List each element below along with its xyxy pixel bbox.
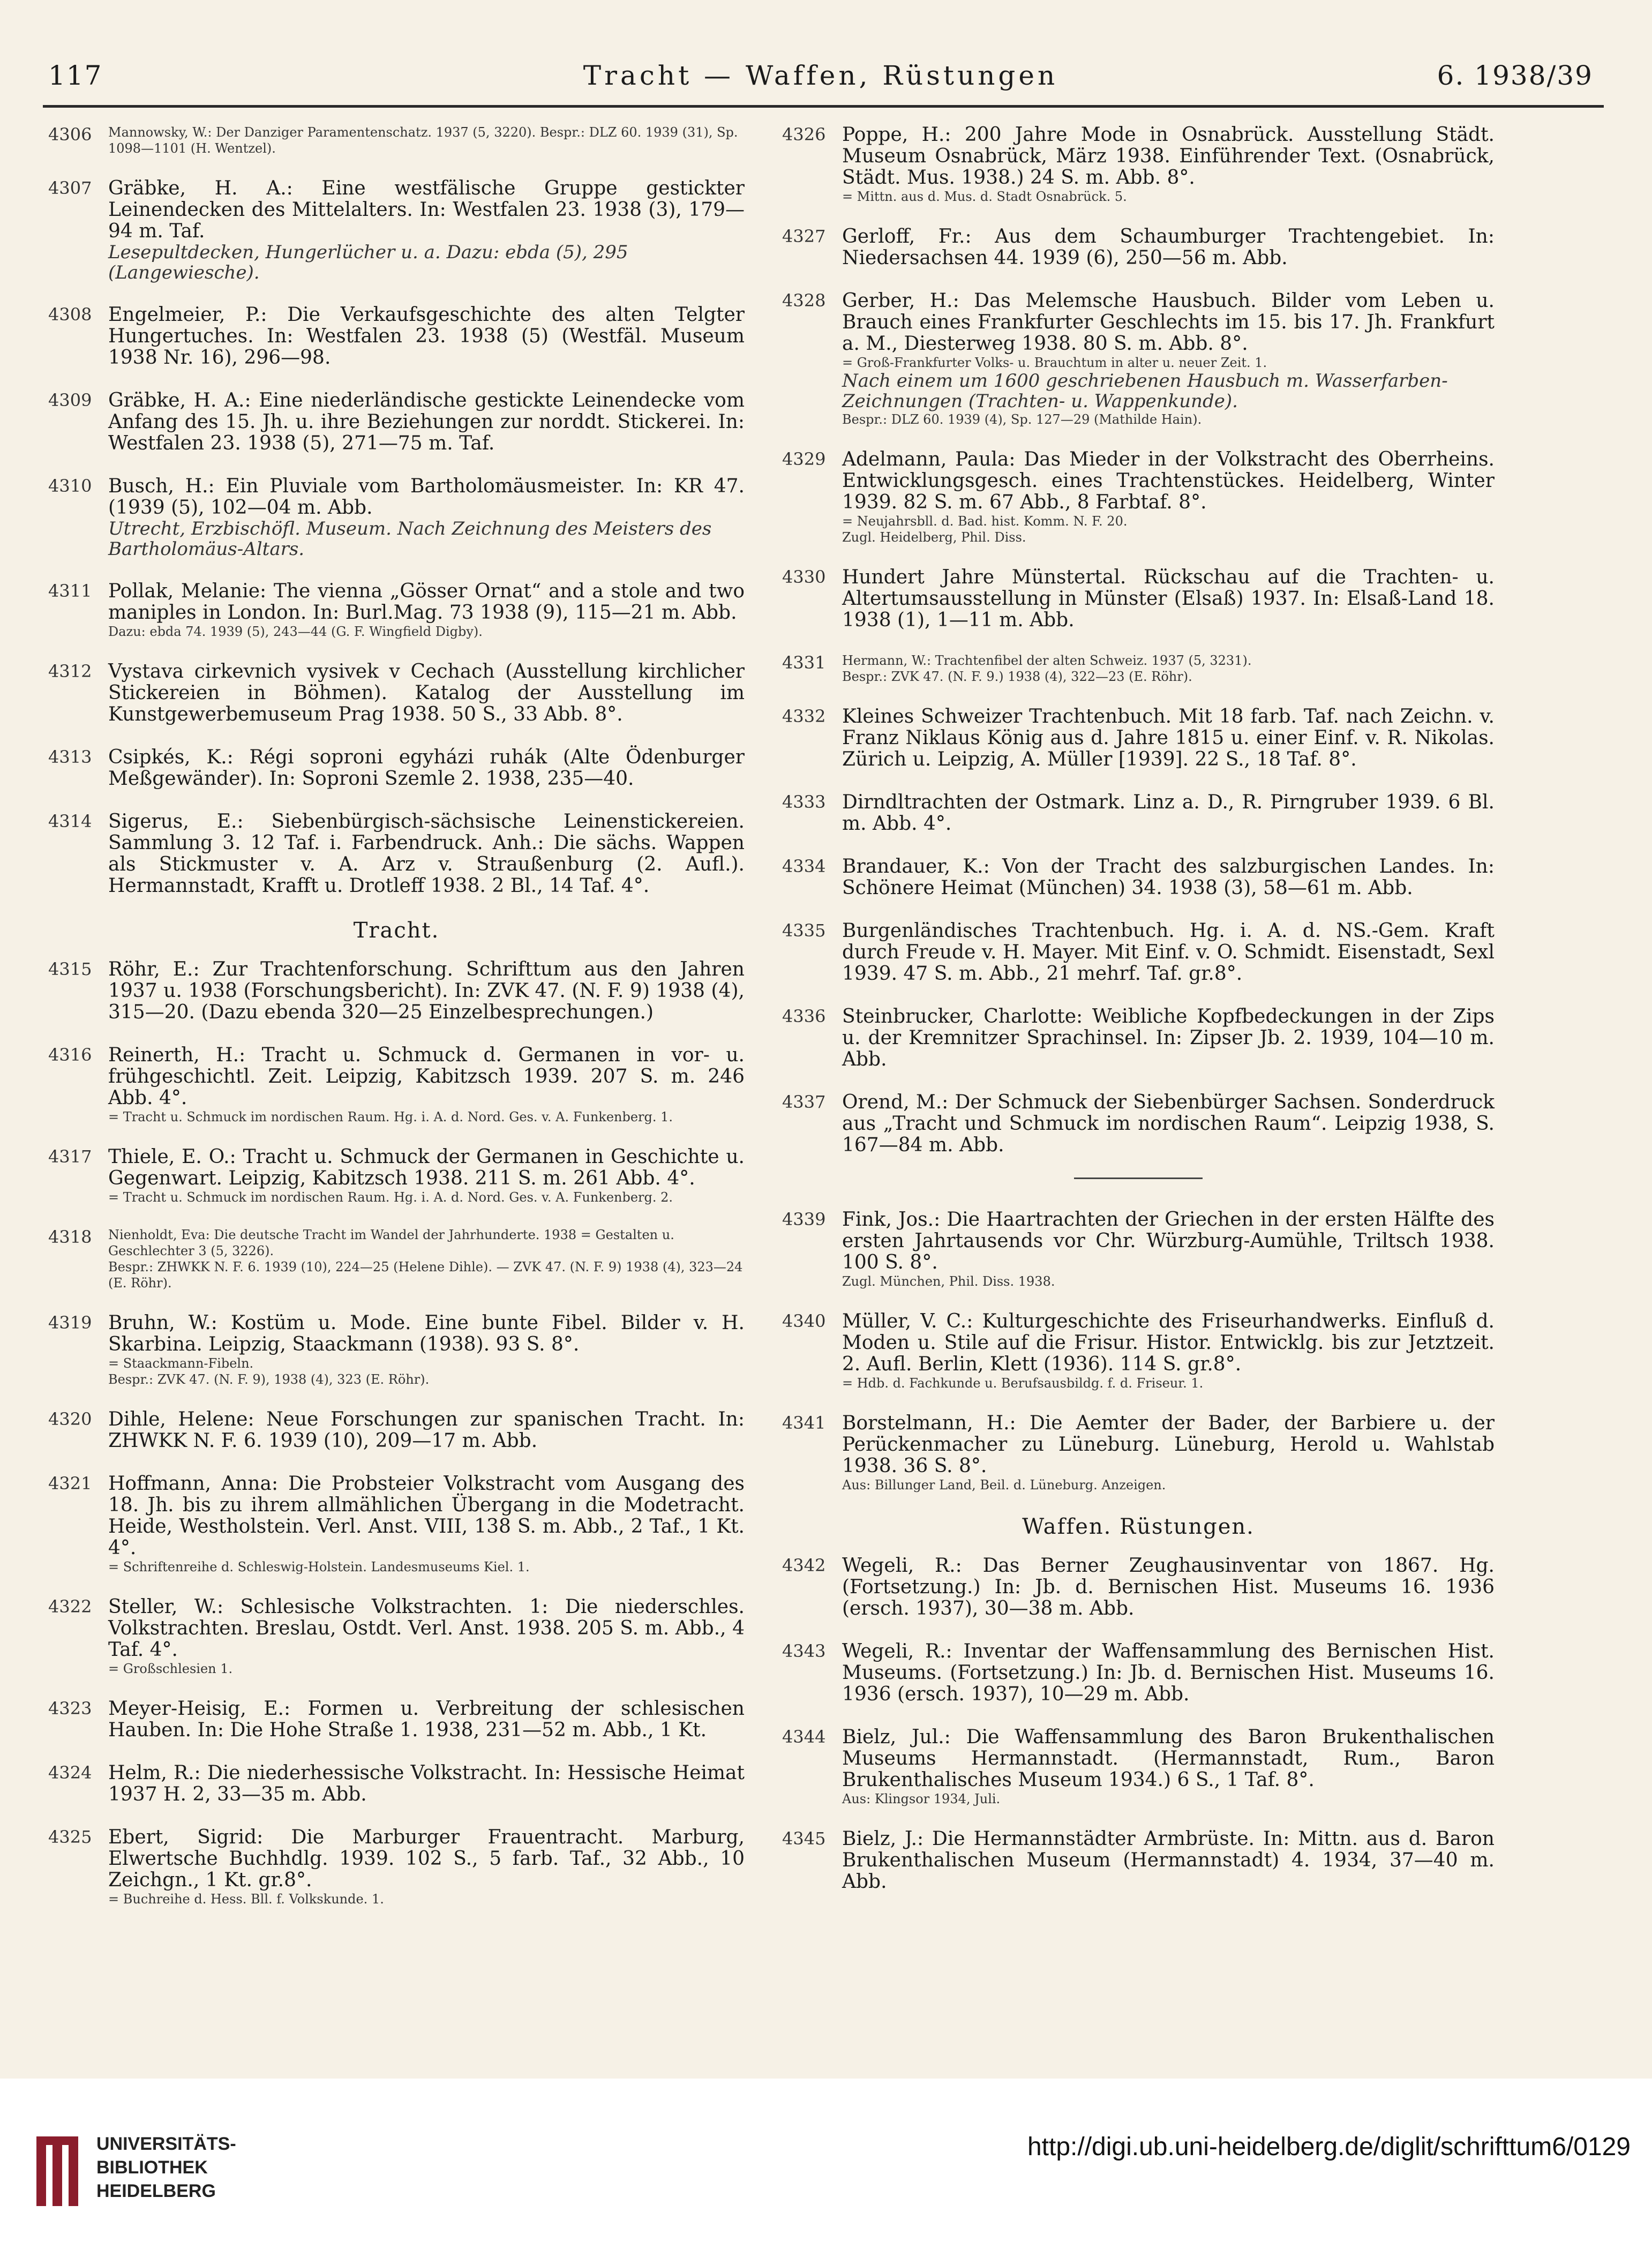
entry-note: = Tracht u. Schmuck im nordischen Raum. Hg. i. A. d. Nord. Ges. v. A. Funkenberg. 1. xyxy=(108,1109,673,1124)
entry-annotation: Nach einem um 1600 geschriebenen Hausbuch m. Wasserfarben-Zeichnungen (Trachten- u. Wappenkunde). xyxy=(842,370,1448,412)
entry-number: 4345 xyxy=(782,1828,826,1849)
entry-citation: Wegeli, R.: Das Berner Zeughausinventar von 1867. Hg. (Fortsetzung.) In: Jb. d. Bernischen Hist. Museums 16. 1936 (ersch. 1937), 30—38 m. Abb. xyxy=(842,1555,1495,1619)
entry-number: 4311 xyxy=(48,581,92,601)
section-heading: Tracht. xyxy=(353,918,440,943)
bibliography-entry xyxy=(782,1555,1495,1619)
entry-citation: Sigerus, E.: Siebenbürgisch-sächsische Leinenstickereien. Sammlung 3. 12 Taf. i. Farbendruck. Anh.: Die sächs. Wappen als Stickmuster v. A. Arz v. Straußenburg (2. Aufl.). Hermannstadt, Krafft u. Drotleff 1938. 2 Bl., 14 Taf. 4°. xyxy=(108,811,745,897)
entry-note: Bespr.: ZVK 47. (N. F. 9.) 1938 (4), 322—23 (E. Röhr). xyxy=(842,669,1192,684)
entry-note: Hermann, W.: Trachtenfibel der alten Schweiz. 1937 (5, 3231). xyxy=(842,653,1252,668)
entry-number: 4336 xyxy=(782,1006,826,1026)
entry-number: 4343 xyxy=(782,1641,826,1661)
bibliography-entry xyxy=(782,652,1495,685)
bibliography-entry xyxy=(782,1727,1495,1807)
entry-note: Mannowsky, W.: Der Danziger Paramentenschatz. 1937 (5, 3220). Bespr.: DLZ 60. 1939 (31), Sp. 1098—1101 (H. Wentzel). xyxy=(108,125,738,156)
entry-citation: Poppe, H.: 200 Jahre Mode in Osnabrück. Ausstellung Städt. Museum Osnabrück, März 1938. Einführender Text. (Osnabrück, Städt. Mus. 1938.) 24 S. m. Abb. 8°. xyxy=(842,124,1495,189)
running-title: Tracht — Waffen, Rüstungen xyxy=(583,60,1058,91)
entry-number: 4317 xyxy=(48,1146,92,1167)
entry-citation: Kleines Schweizer Trachtenbuch. Mit 18 farb. Taf. nach Zeichn. v. Franz Niklaus König aus d. Jahre 1815 u. einer Einf. v. R. Nikolas. Zürich u. Leipzig, A. Müller [1939]. 22 S., 18 Taf. 8°. xyxy=(842,706,1495,770)
entry-number: 4331 xyxy=(782,652,826,673)
library-name-line-3: HEIDELBERG xyxy=(96,2181,216,2201)
entry-citation: Bielz, Jul.: Die Waffensammlung des Baron Brukenthalischen Museums Hermannstadt. (Hermannstadt, Rum., Baron Brukenthalisches Museum 1934.) 6 S., 1 Taf. 8°. xyxy=(842,1726,1495,1791)
entry-number: 4327 xyxy=(782,226,826,246)
entry-number: 4339 xyxy=(782,1209,826,1229)
source-url-link[interactable]: http://digi.ub.uni-heidelberg.de/diglit/schrifttum6/0129 xyxy=(1027,2133,1631,2161)
bibliography-entry xyxy=(48,811,745,897)
entry-number: 4344 xyxy=(782,1727,826,1747)
bibliography-entry xyxy=(782,449,1495,545)
entry-note: Zugl. Heidelberg, Phil. Diss. xyxy=(842,530,1026,545)
entry-note: Aus: Klingsor 1934, Juli. xyxy=(842,1791,1001,1806)
entry-number: 4329 xyxy=(782,449,826,469)
entry-citation: Röhr, E.: Zur Trachtenforschung. Schrifttum aus den Jahren 1937 u. 1938 (Forschungsbericht). In: ZVK 47. (N. F. 9) 1938 (4), 315—20. (Dazu ebenda 320—25 Einzelbesprechungen.) xyxy=(108,958,745,1023)
bibliography-entry xyxy=(782,1209,1495,1289)
entry-note: Aus: Billunger Land, Beil. d. Lüneburg. Anzeigen. xyxy=(842,1478,1166,1492)
entry-citation: Hundert Jahre Münstertal. Rückschau auf die Trachten- u. Altertumsausstellung in Münster (Elsaß) 1937. In: Elsaß-Land 18. 1938 (1), 1—11 m. Abb. xyxy=(842,566,1495,631)
entry-citation: Steller, W.: Schlesische Volkstrachten. 1: Die niederschles. Volkstrachten. Breslau, Ostdt. Verl. Anst. 1938. 205 S. m. Abb., 4 Taf. 4°. xyxy=(108,1596,745,1661)
entry-number: 4324 xyxy=(48,1762,92,1783)
entry-review-note: Bespr.: DLZ 60. 1939 (4), Sp. 127—29 (Mathilde Hain). xyxy=(842,412,1202,427)
entry-note: = Schriftenreihe d. Schleswig-Holstein. Landesmuseums Kiel. 1. xyxy=(108,1559,530,1574)
entry-note: = Staackmann-Fibeln. xyxy=(108,1356,254,1371)
bibliography-entry xyxy=(782,1092,1495,1156)
right-column xyxy=(782,124,1495,1914)
entry-number: 4310 xyxy=(48,476,92,496)
university-library-logo xyxy=(32,2131,86,2211)
entry-citation: Orend, M.: Der Schmuck der Siebenbürger Sachsen. Sonderdruck aus „Tracht und Schmuck im nordischen Raum“. Leipzig 1938, S. 167—84 m. Abb. xyxy=(842,1091,1495,1156)
entry-citation: Csipkés, K.: Régi soproni egyházi ruhák (Alte Ödenburger Meßgewänder). In: Soproni Szemle 2. 1938, 235—40. xyxy=(108,746,745,790)
bibliography-entry xyxy=(782,1828,1495,1893)
entry-number: 4326 xyxy=(782,124,826,145)
bibliography-entry xyxy=(48,1762,745,1805)
bibliography-entry xyxy=(48,1227,745,1291)
bibliography-entry xyxy=(782,706,1495,770)
entry-number: 4313 xyxy=(48,747,92,767)
bibliography-entry xyxy=(782,1311,1495,1391)
page-header xyxy=(48,60,1593,103)
entry-number: 4325 xyxy=(48,1827,92,1847)
bibliography-entry xyxy=(782,1006,1495,1070)
entry-citation: Pollak, Melanie: The vienna „Gösser Ornat“ and a stole and two maniples in London. In: Burl.Mag. 73 1938 (9), 115—21 m. Abb. xyxy=(108,580,745,624)
bibliography-entry xyxy=(782,856,1495,899)
entry-number: 4321 xyxy=(48,1473,92,1494)
entry-note: = Buchreihe d. Hess. Bll. f. Volkskunde. 1. xyxy=(108,1892,384,1907)
entry-citation: Fink, Jos.: Die Haartrachten der Griechen in der ersten Hälfte des ersten Jahrtausends vor Chr. Würzburg-Aumühle, Triltsch 1938. 100 S. 8°. xyxy=(842,1209,1495,1273)
entry-citation: Meyer-Heisig, E.: Formen u. Verbreitung der schlesischen Hauben. In: Die Hohe Straße 1. 1938, 231—52 m. Abb., 1 Kt. xyxy=(108,1698,745,1741)
bibliography-entry xyxy=(782,1413,1495,1493)
entry-citation: Müller, V. C.: Kulturgeschichte des Friseurhandwerks. Einfluß d. Moden u. Stile auf die Frisur. Histor. Entwicklg. bis zur Jetztzeit. 2. Aufl. Berlin, Klett (1936). 114 S. gr.8°. xyxy=(842,1310,1495,1375)
entry-citation: Bielz, J.: Die Hermannstädter Armbrüste. In: Mittn. aus d. Baron Brukenthalischen Museum (Hermannstadt) 4. 1934, 37—40 m. Abb. xyxy=(842,1828,1495,1893)
entry-number: 4337 xyxy=(782,1092,826,1112)
entry-number: 4314 xyxy=(48,811,92,831)
section-separator xyxy=(1074,1178,1203,1179)
entry-number: 4308 xyxy=(48,304,92,325)
bibliography-entry xyxy=(48,1596,745,1677)
bibliography-entry xyxy=(48,1312,745,1388)
bibliography-entry xyxy=(48,1409,745,1452)
entry-number: 4320 xyxy=(48,1409,92,1429)
bibliography-entry xyxy=(782,226,1495,269)
bibliography-entry xyxy=(48,124,745,156)
entry-note: Zugl. München, Phil. Diss. 1938. xyxy=(842,1274,1055,1289)
entry-citation: Vystava cirkevnich vysivek v Cechach (Ausstellung kirchlicher Stickereien in Böhmen). Katalog der Ausstellung im Kunstgewerbemuseum Prag 1938. 50 S., 33 Abb. 8°. xyxy=(108,661,745,725)
entry-number: 4334 xyxy=(782,856,826,876)
entry-number: 4328 xyxy=(782,290,826,311)
entry-number: 4340 xyxy=(782,1311,826,1331)
entry-note: Bespr.: ZVK 47. (N. F. 9), 1938 (4), 323 (E. Röhr). xyxy=(108,1372,430,1387)
left-column xyxy=(48,124,745,1929)
entry-number: 4312 xyxy=(48,661,92,681)
header-rule xyxy=(43,105,1604,108)
page-number: 117 xyxy=(48,60,103,91)
entry-number: 4341 xyxy=(782,1413,826,1433)
entry-note: = Hdb. d. Fachkunde u. Berufsausbildg. f. d. Friseur. 1. xyxy=(842,1376,1204,1391)
entry-citation: Busch, H.: Ein Pluviale vom Bartholomäusmeister. In: KR 47. (1939 (5), 102—04 m. Abb. xyxy=(108,475,745,519)
entry-number: 4318 xyxy=(48,1227,92,1247)
entry-citation: Brandauer, K.: Von der Tracht des salzburgischen Landes. In: Schönere Heimat (München) 34. 1938 (3), 58—61 m. Abb. xyxy=(842,856,1495,899)
entry-citation: Ebert, Sigrid: Die Marburger Frauentracht. Marburg, Elwertsche Buchhdlg. 1939. 102 S., 5 farb. Taf., 32 Abb., 10 Zeichgn., 1 Kt. gr.8°. xyxy=(108,1826,745,1891)
volume-year: 6. 1938/39 xyxy=(1437,60,1593,91)
entry-note: = Tracht u. Schmuck im nordischen Raum. Hg. i. A. d. Nord. Ges. v. A. Funkenberg. 2. xyxy=(108,1190,673,1205)
bibliography-entry xyxy=(48,581,745,640)
bibliography-entry xyxy=(48,1146,745,1205)
entry-citation: Engelmeier, P.: Die Verkaufsgeschichte des alten Telgter Hungertuches. In: Westfalen 23. 1938 (5) (Westfäl. Museum 1938 Nr. 16), 296—98. xyxy=(108,304,745,369)
bibliography-entry xyxy=(48,661,745,725)
bibliography-entry xyxy=(782,792,1495,835)
entry-number: 4316 xyxy=(48,1045,92,1065)
section-heading: Waffen. Rüstungen. xyxy=(1022,1514,1255,1539)
bibliography-entry xyxy=(782,124,1495,205)
entry-citation: Bruhn, W.: Kostüm u. Mode. Eine bunte Fibel. Bilder v. H. Skarbina. Leipzig, Staackmann (1938). 93 S. 8°. xyxy=(108,1312,745,1355)
entry-citation: Adelmann, Paula: Das Mieder in der Volkstracht des Oberrheins. Entwicklungsgesch. eines Trachtenstückes. Heidelberg, Winter 1939. 82 S. m. 67 Abb., 8 Farbtaf. 8°. xyxy=(842,448,1495,513)
entry-number: 4306 xyxy=(48,124,92,145)
entry-number: 4315 xyxy=(48,959,92,979)
bibliography-entry xyxy=(48,1473,745,1575)
entry-note: = Groß-Frankfurter Volks- u. Brauchtum in alter u. neuer Zeit. 1. xyxy=(842,355,1267,370)
entry-number: 4335 xyxy=(782,920,826,941)
entry-number: 4322 xyxy=(48,1596,92,1617)
library-name-line-2: BIBLIOTHEK xyxy=(96,2157,208,2178)
entry-note: = Neujahrsbll. d. Bad. hist. Komm. N. F. 20. xyxy=(842,514,1128,529)
entry-number: 4319 xyxy=(48,1312,92,1333)
entry-citation: Gräbke, H. A.: Eine niederländische gestickte Leinendecke vom Anfang des 15. Jh. u. ihre Beziehungen zur norddt. Stickerei. In: Westfalen 23. 1938 (5), 271—75 m. Taf. xyxy=(108,389,745,454)
entry-number: 4342 xyxy=(782,1555,826,1576)
bibliography-entry xyxy=(48,747,745,790)
bibliography-entry xyxy=(782,920,1495,985)
bibliography-entry xyxy=(782,1641,1495,1705)
entry-number: 4323 xyxy=(48,1698,92,1719)
bibliography-entry xyxy=(48,178,745,283)
bibliography-entry xyxy=(782,567,1495,631)
footer-bar xyxy=(0,2079,1652,2265)
bibliography-entry xyxy=(48,1827,745,1907)
entry-number: 4309 xyxy=(48,390,92,410)
bibliography-entry xyxy=(48,959,745,1023)
bibliography-entry xyxy=(782,290,1495,428)
entry-citation: Burgenländisches Trachtenbuch. Hg. i. A. d. NS.-Gem. Kraft durch Freude v. H. Mayer. Mit Einf. v. O. Schmidt. Eisenstadt, Sexl 1939. 47 S. m. Abb., 21 mehrf. Taf. gr.8°. xyxy=(842,920,1495,985)
entry-note: = Mittn. aus d. Mus. d. Stadt Osnabrück. 5. xyxy=(842,189,1127,204)
entry-citation: Gräbke, H. A.: Eine westfälische Gruppe gestickter Leinendecken des Mittelalters. In: Westfalen 23. 1938 (3), 179—94 m. Taf. xyxy=(108,177,745,242)
bibliography-entry xyxy=(48,390,745,454)
entry-citation: Thiele, E. O.: Tracht u. Schmuck der Germanen in Geschichte u. Gegenwart. Leipzig, Kabitzsch 1938. 211 S. m. 261 Abb. 4°. xyxy=(108,1146,745,1189)
entry-citation: Gerber, H.: Das Melemsche Hausbuch. Bilder vom Leben u. Brauch eines Frankfurter Geschlechts im 15. bis 17. Jh. Frankfurt a. M., Diesterweg 1938. 80 S. m. Abb. 8°. xyxy=(842,290,1495,355)
entry-annotation: Utrecht, Erzbischöfl. Museum. Nach Zeichnung des Meisters des Bartholomäus-Altars. xyxy=(108,518,712,560)
entry-citation: Reinerth, H.: Tracht u. Schmuck d. Germanen in vor- u. frühgeschichtl. Zeit. Leipzig, Kabitzsch 1939. 207 S. m. 246 Abb. 4°. xyxy=(108,1044,745,1109)
entry-number: 4307 xyxy=(48,178,92,198)
entry-annotation: Lesepultdecken, Hungerlücher u. a. Dazu: ebda (5), 295 (Langewiesche). xyxy=(108,242,628,283)
entry-citation: Helm, R.: Die niederhessische Volkstracht. In: Hessische Heimat 1937 H. 2, 33—35 m. Abb. xyxy=(108,1762,745,1805)
entry-note: Nienholdt, Eva: Die deutsche Tracht im Wandel der Jahrhunderte. 1938 = Gestalten u. Geschlechter 3 (5, 3226). xyxy=(108,1227,674,1258)
library-name-line-1: UNIVERSITÄTS- xyxy=(96,2134,236,2154)
bibliography-entry xyxy=(48,476,745,559)
bibliography-entry xyxy=(48,1698,745,1741)
entry-citation: Hoffmann, Anna: Die Probsteier Volkstracht vom Ausgang des 18. Jh. bis zu ihrem allmählichen Übergang in die Modetracht. Heide, Westholstein. Verl. Anst. VIII, 138 S. m. Abb., 2 Taf., 1 Kt. 4°. xyxy=(108,1473,745,1559)
entry-citation: Borstelmann, H.: Die Aemter der Bader, der Barbiere u. der Perückenmacher zu Lüneburg. Lüneburg, Herold u. Wahlstab 1938. 36 S. 8°. xyxy=(842,1412,1495,1477)
entry-note: = Großschlesien 1. xyxy=(108,1661,233,1676)
entry-note: Bespr.: ZHWKK N. F. 6. 1939 (10), 224—25 (Helene Dihle). — ZVK 47. (N. F. 9) 1938 (4), 323—24 (E. Röhr). xyxy=(108,1259,743,1291)
entry-number: 4330 xyxy=(782,567,826,587)
entry-citation: Steinbrucker, Charlotte: Weibliche Kopfbedeckungen in der Zips u. der Kremnitzer Sprachinsel. In: Zipser Jb. 2. 1939, 104—10 m. Abb. xyxy=(842,1006,1495,1070)
entry-note: Dazu: ebda 74. 1939 (5), 243—44 (G. F. Wingfield Digby). xyxy=(108,624,483,639)
library-name xyxy=(96,2132,236,2203)
entry-number: 4332 xyxy=(782,706,826,726)
entry-number: 4333 xyxy=(782,792,826,812)
entry-citation: Dirndltrachten der Ostmark. Linz a. D., R. Pirngruber 1939. 6 Bl. m. Abb. 4°. xyxy=(842,791,1495,835)
bibliography-entry xyxy=(48,1045,745,1125)
entry-citation: Dihle, Helene: Neue Forschungen zur spanischen Tracht. In: ZHWKK N. F. 6. 1939 (10), 209—17 m. Abb. xyxy=(108,1408,745,1452)
entry-citation: Gerloff, Fr.: Aus dem Schaumburger Trachtengebiet. In: Niedersachsen 44. 1939 (6), 250—56 m. Abb. xyxy=(842,226,1495,269)
entry-citation: Wegeli, R.: Inventar der Waffensammlung des Bernischen Hist. Museums. (Fortsetzung.) In: Jb. d. Bernischen Hist. Museums 16. 1936 (ersch. 1937), 10—29 m. Abb. xyxy=(842,1640,1495,1705)
bibliography-entry xyxy=(48,304,745,369)
